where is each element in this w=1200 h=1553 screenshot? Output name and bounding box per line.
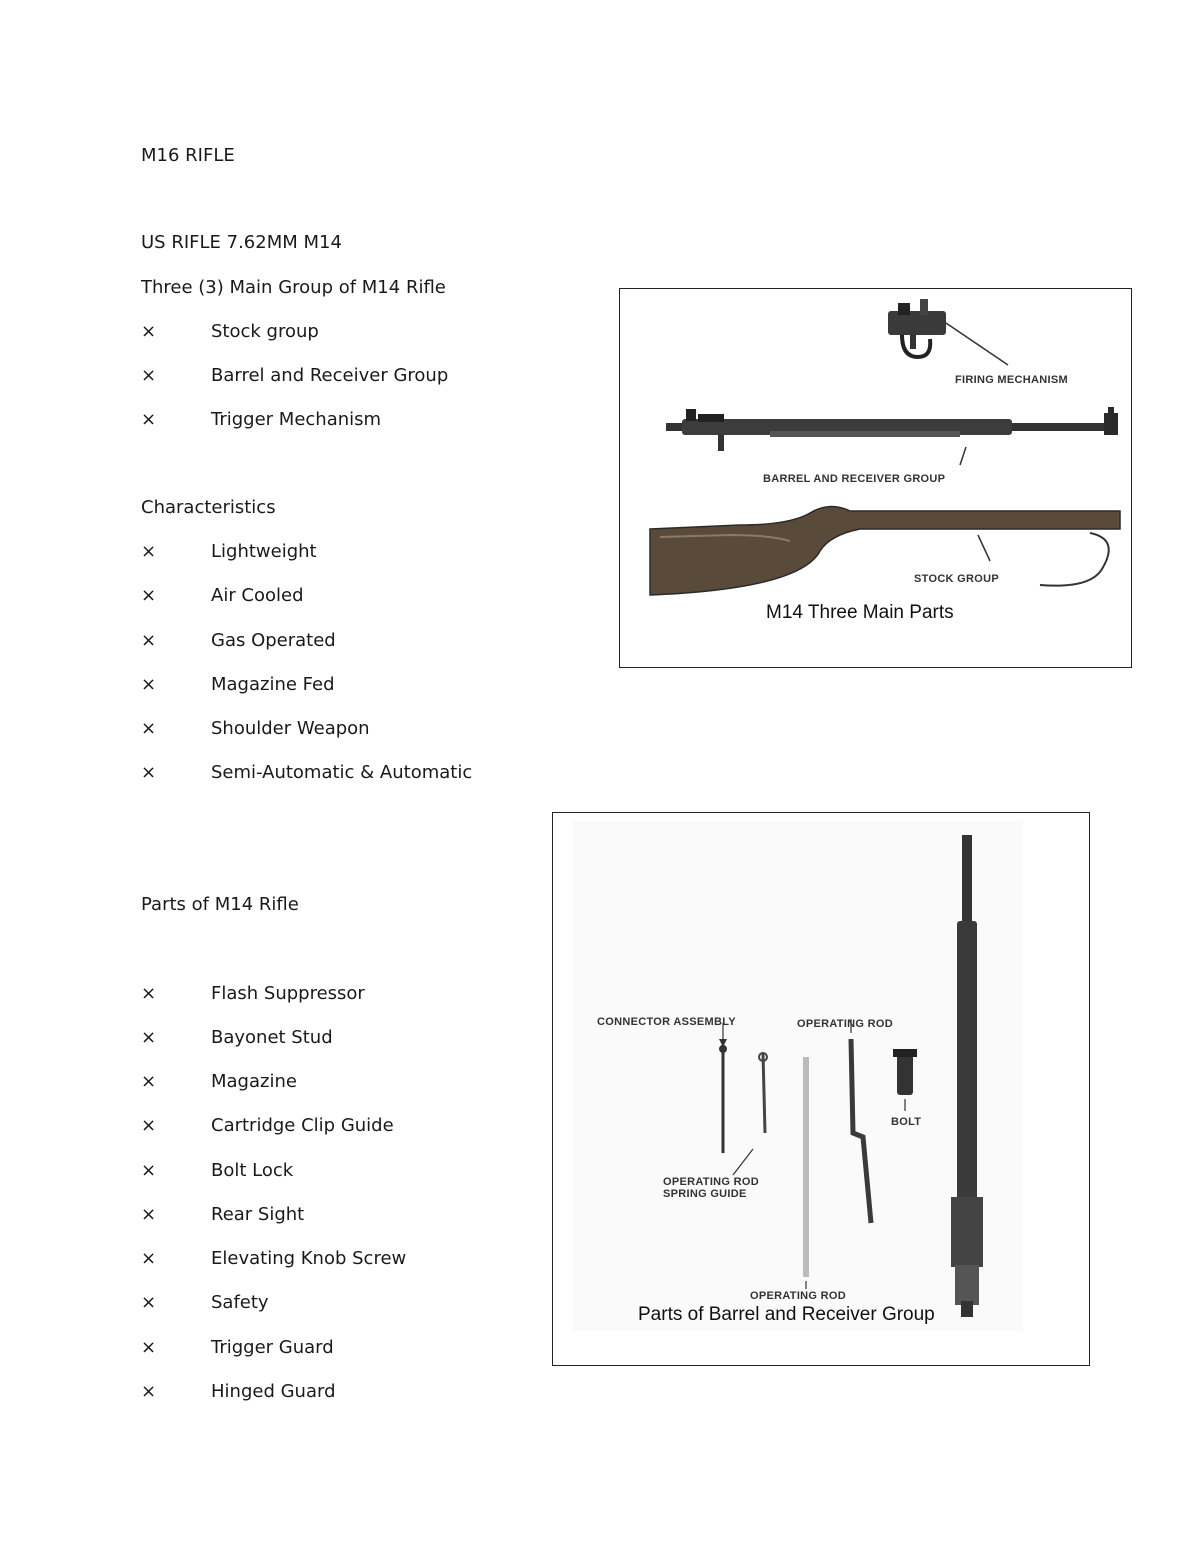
figure-caption: M14 Three Main Parts: [766, 602, 954, 623]
list-item-text: Bolt Lock: [211, 1160, 294, 1181]
list-item: [141, 1071, 297, 1093]
bullet-marker: ×: [141, 1115, 157, 1136]
bullet-marker: ×: [141, 1204, 157, 1225]
list-item-text: Rear Sight: [211, 1204, 305, 1225]
parts-title: Parts of M14 Rifle: [141, 894, 299, 915]
list-item-text: Elevating Knob Screw: [211, 1248, 407, 1269]
bullet-marker: ×: [141, 983, 157, 1004]
list-item-text: Magazine Fed: [211, 674, 335, 695]
list-item-text: Barrel and Receiver Group: [211, 365, 449, 386]
barrel-receiver-parts-illustration: [553, 813, 1091, 1367]
list-item-text: Safety: [211, 1292, 269, 1313]
bullet-marker: ×: [141, 762, 157, 783]
firing-mechanism-illustration: [888, 299, 1008, 365]
bullet-marker: ×: [141, 1292, 157, 1313]
list-item-text: Semi-Automatic & Automatic: [211, 762, 473, 783]
list-item: [141, 983, 365, 1005]
list-item: [141, 541, 317, 563]
bolt-label: BOLT: [891, 1116, 922, 1128]
bullet-marker: ×: [141, 1248, 157, 1269]
list-item: [141, 585, 304, 607]
list-item-text: Shoulder Weapon: [211, 718, 370, 739]
barrel-receiver-label: BARREL AND RECEIVER GROUP: [763, 473, 946, 485]
list-item: [141, 1027, 333, 1049]
bullet-marker: ×: [141, 541, 157, 562]
bullet-marker: ×: [141, 1071, 157, 1092]
list-item: [141, 674, 335, 696]
barrel-receiver-illustration: [666, 407, 1118, 465]
operating-rod-top-label: OPERATING ROD: [797, 1018, 893, 1030]
list-item: [141, 762, 472, 784]
list-item-text: Magazine: [211, 1071, 297, 1092]
characteristics-title: Characteristics: [141, 497, 276, 518]
operating-rod-spring-illustration: [803, 1057, 809, 1289]
bullet-marker: ×: [141, 674, 157, 695]
main-groups-title: Three (3) Main Group of M14 Rifle: [141, 277, 446, 298]
bullet-marker: ×: [141, 321, 157, 342]
page-heading: M16 RIFLE: [141, 145, 235, 166]
bullet-marker: ×: [141, 1381, 157, 1402]
list-item-text: Trigger Guard: [211, 1337, 334, 1358]
list-item-text: Bayonet Stud: [211, 1027, 333, 1048]
bullet-marker: ×: [141, 1337, 157, 1358]
bullet-marker: ×: [141, 718, 157, 739]
list-item-text: Gas Operated: [211, 630, 336, 651]
list-item: [141, 1115, 394, 1137]
m14-main-parts-figure: [619, 288, 1132, 668]
barrel-receiver-parts-figure: [552, 812, 1090, 1366]
list-item: [141, 409, 381, 431]
bullet-marker: ×: [141, 630, 157, 651]
list-item: [141, 365, 448, 387]
firing-mechanism-label: FIRING MECHANISM: [955, 374, 1068, 386]
list-item-text: Hinged Guard: [211, 1381, 336, 1402]
list-item: [141, 1204, 304, 1226]
list-item-text: Lightweight: [211, 541, 317, 562]
list-item-text: Trigger Mechanism: [211, 409, 382, 430]
bullet-marker: ×: [141, 585, 157, 606]
list-item: [141, 718, 370, 740]
spring-guide-label-2: SPRING GUIDE: [663, 1188, 747, 1200]
list-item-text: Flash Suppressor: [211, 983, 365, 1004]
rifle-title: US RIFLE 7.62MM M14: [141, 232, 342, 253]
bullet-marker: ×: [141, 1027, 157, 1048]
bullet-marker: ×: [141, 409, 157, 430]
figure-caption: Parts of Barrel and Receiver Group: [638, 1304, 935, 1325]
list-item: [141, 1160, 293, 1182]
list-item-text: Stock group: [211, 321, 319, 342]
list-item: [141, 630, 336, 652]
bullet-marker: ×: [141, 1160, 157, 1181]
list-item: [141, 1337, 334, 1359]
stock-group-illustration: [650, 506, 1120, 595]
spring-guide-label-1: OPERATING ROD: [663, 1176, 759, 1188]
connector-assembly-label: CONNECTOR ASSEMBLY: [597, 1016, 736, 1028]
list-item: [141, 1292, 269, 1314]
bullet-marker: ×: [141, 365, 157, 386]
stock-group-label: STOCK GROUP: [914, 573, 999, 585]
list-item: [141, 1381, 336, 1403]
list-item-text: Air Cooled: [211, 585, 304, 606]
list-item: [141, 321, 319, 343]
operating-rod-bottom-label: OPERATING ROD: [750, 1290, 846, 1302]
list-item: [141, 1248, 406, 1270]
list-item-text: Cartridge Clip Guide: [211, 1115, 394, 1136]
